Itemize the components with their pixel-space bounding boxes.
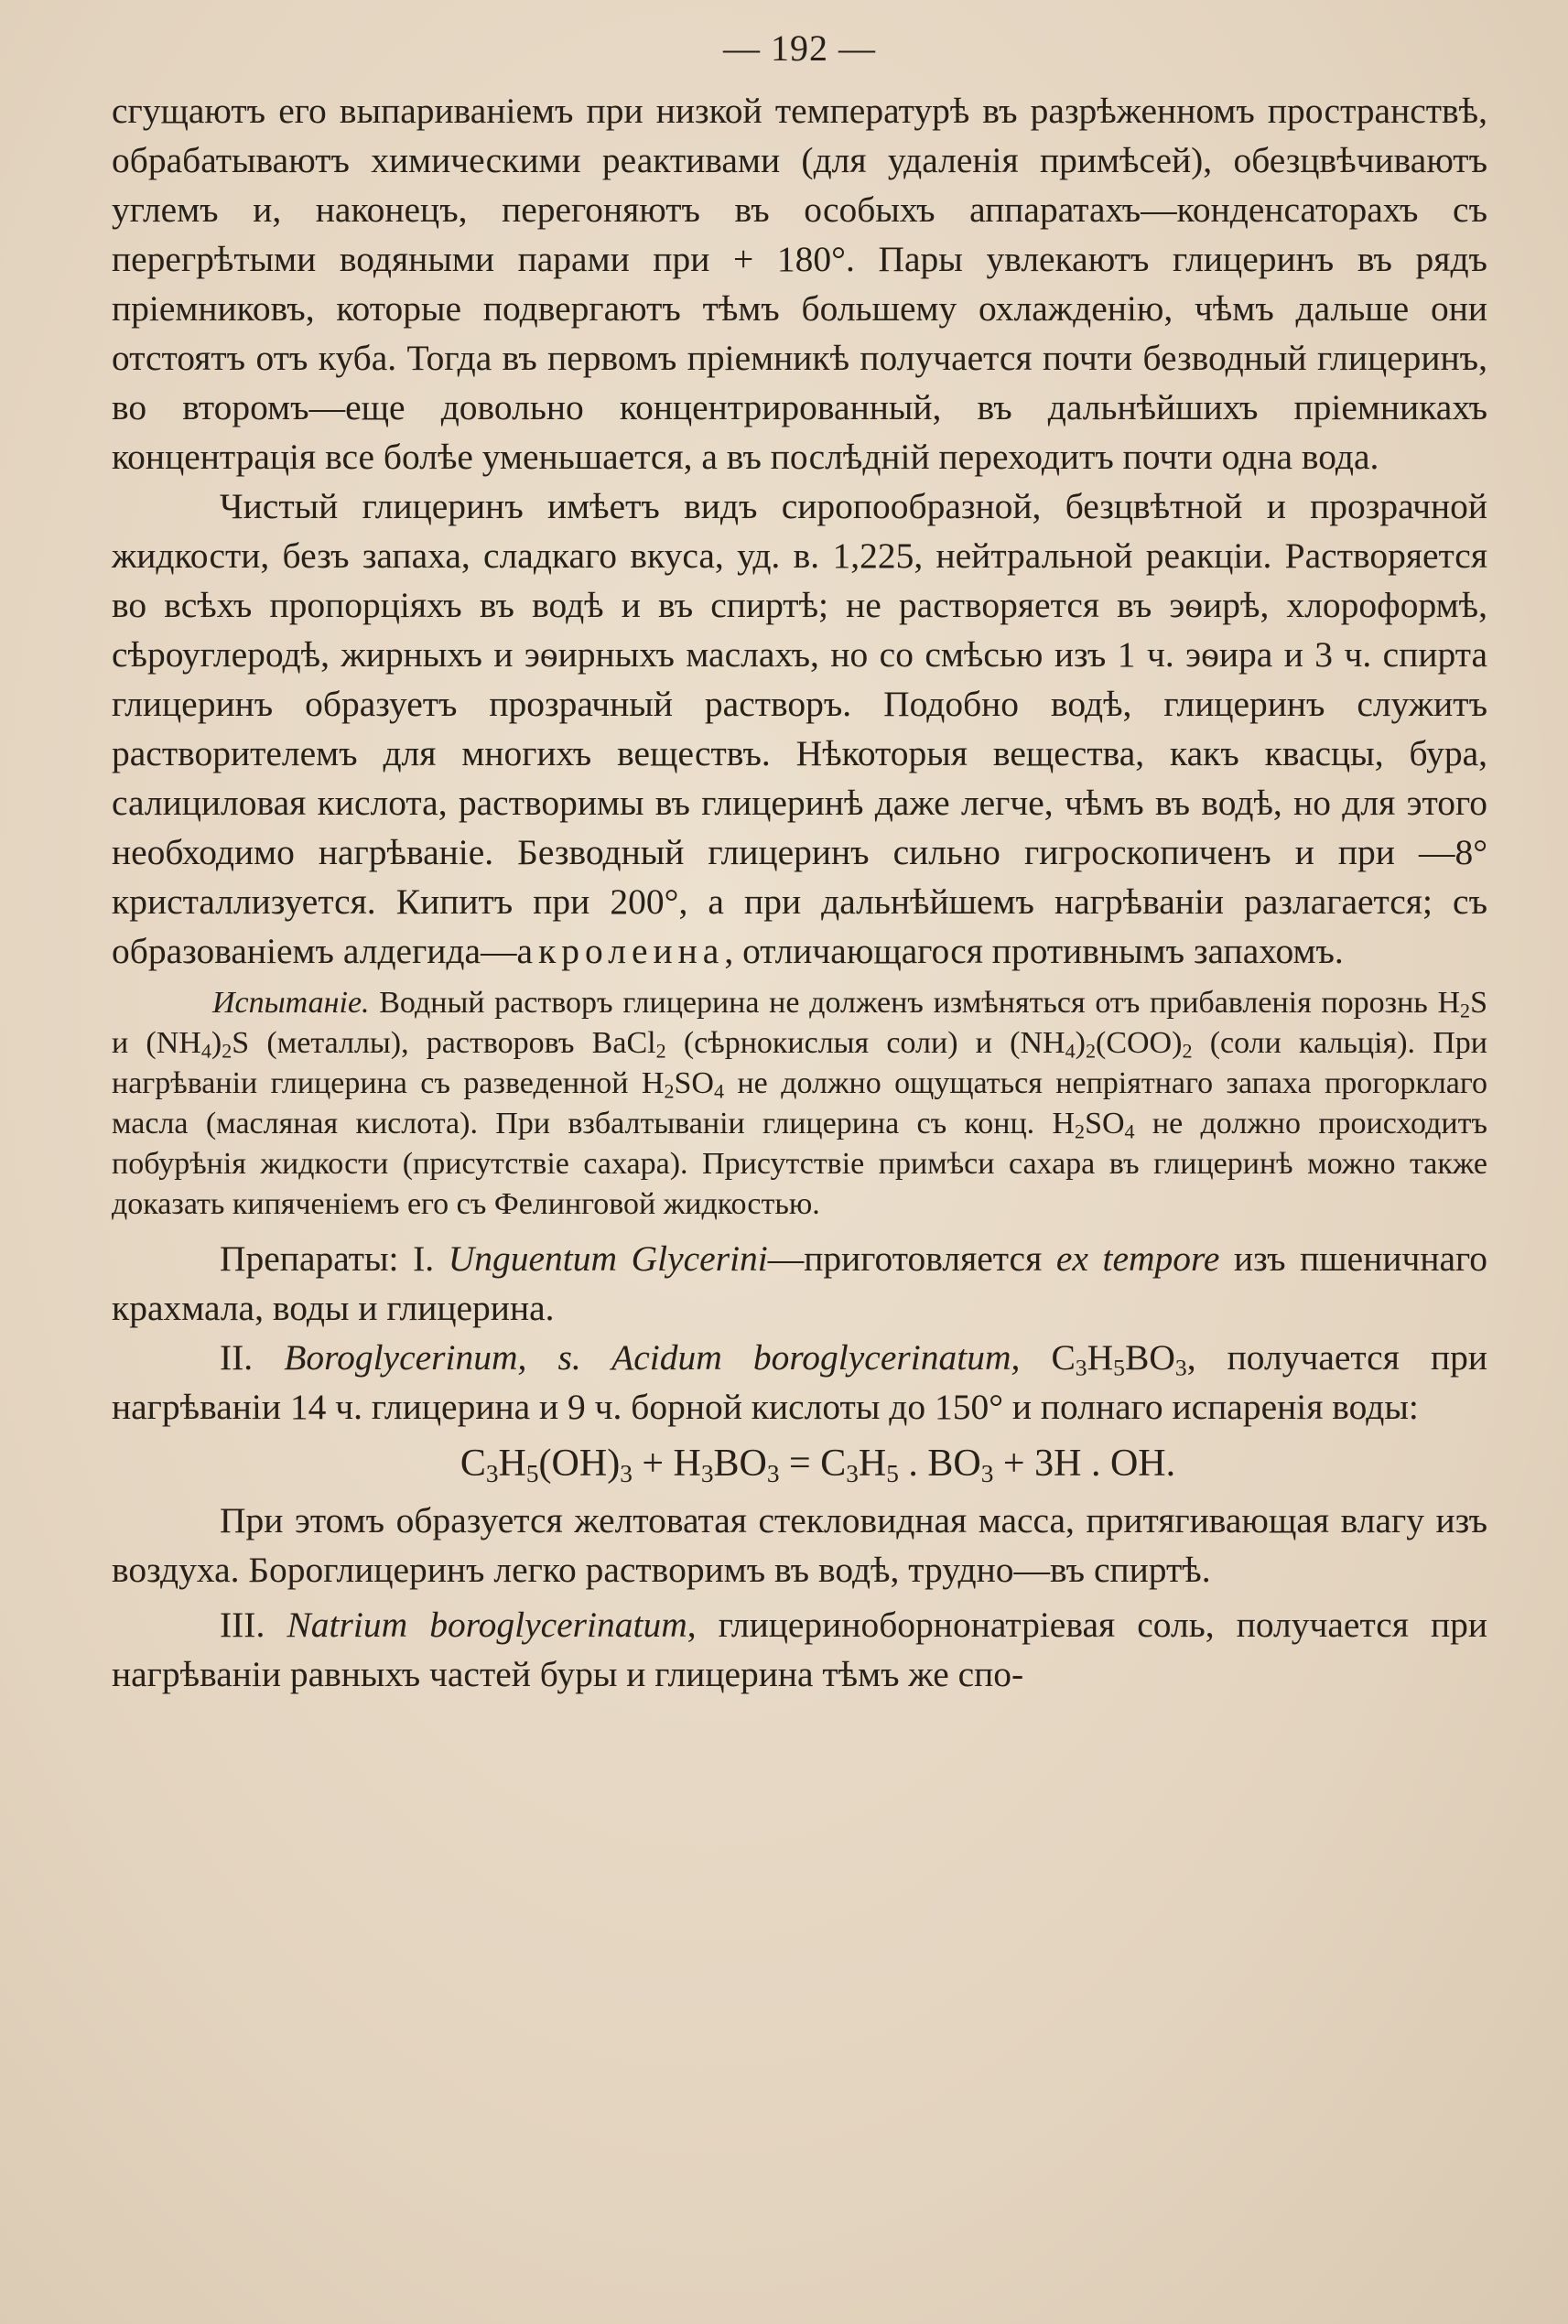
subscript: 2 bbox=[655, 1039, 666, 1063]
subscript: 5 bbox=[525, 1459, 539, 1487]
prep-text: , глицериноборнонатріевая соль, получается при нагрѣваніи равныхъ частей буры и глицерина тѣмъ же спо- bbox=[112, 1605, 1487, 1694]
subscript: 4 bbox=[200, 1039, 211, 1063]
subscript: 2 bbox=[1085, 1039, 1096, 1063]
subscript: 2 bbox=[664, 1079, 675, 1103]
testing-text: Водный растворъ глицерина не долженъ измѣняться отъ прибавленія порознь H bbox=[369, 986, 1461, 1020]
testing-text: не должно ощущаться непріятнаго запаха прогорклаго масла (масляная кислота). При взбалтываніи глицерина съ конц. H bbox=[112, 1066, 1487, 1140]
prep-text: , получается при нагрѣваніи 14 ч. глицерина и 9 ч. борной кислоты до 150° и полнаго испаренія воды: bbox=[112, 1337, 1487, 1427]
formula-part: + H bbox=[632, 1443, 701, 1485]
prep-numeral: III. bbox=[220, 1605, 287, 1645]
paragraph-boroglycerin-props: При этомъ образуется желтоватая стекловидная масса, притягивающая влагу изъ воздуха. Бороглицеринъ легко растворимъ въ водѣ, трудно—въ спиртѣ. bbox=[112, 1500, 1487, 1590]
paragraph-preparation-3 bbox=[112, 1600, 1487, 1699]
formula-part: . BO bbox=[898, 1443, 981, 1485]
formula-part: BO bbox=[1124, 1337, 1175, 1378]
acrolein-term: акролеина bbox=[516, 931, 725, 971]
paragraph-preparation-2 bbox=[112, 1333, 1487, 1432]
subscript: 4 bbox=[1065, 1039, 1076, 1063]
subscript: 4 bbox=[713, 1079, 724, 1103]
page-number: — 192 — bbox=[723, 27, 876, 69]
subscript: 2 bbox=[1182, 1039, 1193, 1063]
subscript: 3 bbox=[485, 1459, 499, 1487]
subscript: 3 bbox=[980, 1459, 994, 1487]
latin-name: Natrium boroglycerinatum bbox=[287, 1605, 687, 1645]
testing-text: (соли кальція). При нагрѣваніи глицерина съ разведенной H bbox=[112, 1026, 1487, 1100]
subscript: 3 bbox=[1075, 1354, 1087, 1381]
subscript: 2 bbox=[222, 1039, 232, 1063]
subscript: 3 bbox=[620, 1459, 633, 1487]
testing-text: (COO) bbox=[1096, 1026, 1183, 1060]
paragraph-preparation-1 bbox=[112, 1234, 1487, 1333]
testing-text: ) bbox=[1075, 1026, 1086, 1060]
subscript: 5 bbox=[1113, 1354, 1125, 1381]
formula-part: = C bbox=[779, 1443, 847, 1485]
subscript: 4 bbox=[1124, 1119, 1135, 1143]
subscript: 3 bbox=[846, 1459, 859, 1487]
subscript: 2 bbox=[1460, 999, 1471, 1022]
pure-glycerin-text: Чистый глицеринъ имѣетъ видъ сиропообразной, безцвѣтной и прозрачной жидкости, безъ запаха, сладкаго вкуса, уд. в. 1,225, нейтральной реакціи. Растворяется во всѣхъ пропорціяхъ въ водѣ и въ спиртѣ; не растворяется въ эѳирѣ, хлороформѣ, сѣроуглеродѣ, жирныхъ и эѳирныхъ маслахъ, но со смѣсью изъ 1 ч. эѳира и 3 ч. спирта глицеринъ образуетъ прозрачный растворъ. Подобно водѣ, глицеринъ служитъ растворителемъ для многихъ веществъ. Нѣкоторыя вещества, какъ квасцы, бура, салициловая кислота, растворимы въ глицеринѣ даже легче, чѣмъ въ водѣ, но для этого необходимо нагрѣваніе. Безводный глицеринъ сильно гигроскопиченъ и при —8° кристаллизуется. Кипитъ при 200°, а при дальнѣйшемъ нагрѣваніи разлагается; съ образованіемъ алдегида— bbox=[112, 486, 1487, 971]
formula-part: (OH) bbox=[538, 1443, 621, 1485]
testing-text: S и (NH bbox=[112, 986, 1487, 1060]
prep-text: изъ пшеничнаго крахмала, воды и глицерина. bbox=[112, 1238, 1487, 1328]
pure-glycerin-text-end: , отличающагося противнымъ запахомъ. bbox=[724, 931, 1344, 971]
testing-title: Испытаніе. bbox=[212, 986, 370, 1020]
paragraph-distillation: сгущаютъ его выпариваніемъ при низкой температурѣ въ разрѣженномъ пространствѣ, обрабатываютъ химическими реактивами (для удаленія примѣсей), обезцвѣчиваютъ углемъ и, наконецъ, перегоняютъ въ особыхъ аппаратахъ—конденсаторахъ съ перегрѣтыми водяными парами при + 180°. Пары увлекаютъ глицеринъ въ рядъ пріемниковъ, которые подвергаютъ тѣмъ большему охлажденію, чѣмъ дальше они отстоятъ отъ куба. Тогда въ первомъ пріемникѣ получается почти безводный глицеринъ, во второмъ—еще довольно концентрированный, въ дальнѣйшихъ пріемникахъ концентрація все болѣе уменьшается, а въ послѣдній переходитъ почти одна вода. bbox=[112, 91, 1487, 477]
latin-name: Unguentum Glycerini bbox=[448, 1238, 768, 1279]
latin-name: Boroglycerinum, s. Acidum boroglycerinatum, bbox=[284, 1337, 1021, 1378]
testing-text: SO bbox=[674, 1066, 714, 1100]
testing-text: не должно происходитъ побурѣнія жидкости (присутствіе сахара). Присутствіе примѣси сахара въ глицеринѣ можно также доказать кипяченіемъ его съ Фелинговой жидкостью. bbox=[112, 1107, 1488, 1221]
formula-part: H bbox=[1087, 1337, 1114, 1378]
testing-text: SO bbox=[1085, 1107, 1125, 1140]
chemical-equation bbox=[112, 1432, 1487, 1496]
formula-part: H bbox=[498, 1443, 526, 1485]
formula-part: BO bbox=[713, 1443, 767, 1485]
formula-part: + 3H . OH. bbox=[993, 1443, 1176, 1485]
subscript: 3 bbox=[700, 1459, 714, 1487]
subscript: 3 bbox=[1174, 1354, 1187, 1381]
subscript: 3 bbox=[766, 1459, 780, 1487]
formula-part: C bbox=[1020, 1337, 1076, 1378]
prep-numeral: II. bbox=[220, 1337, 285, 1378]
prep-text: —приготовляется bbox=[767, 1238, 1056, 1279]
preparations-lead: Препараты: I. bbox=[220, 1238, 449, 1279]
subscript: 5 bbox=[886, 1459, 899, 1487]
testing-text: ) bbox=[211, 1026, 222, 1060]
subscript: 2 bbox=[1075, 1119, 1086, 1143]
formula-part: C bbox=[460, 1443, 486, 1485]
paragraph-testing bbox=[112, 983, 1487, 1225]
testing-text: (сѣрнокислыя соли) и (NH bbox=[665, 1026, 1065, 1060]
testing-text: S (металлы), растворовъ BaCl bbox=[232, 1026, 656, 1060]
latin-phrase: ex tempore bbox=[1055, 1238, 1220, 1279]
formula-part: H bbox=[858, 1443, 887, 1485]
paragraph-pure-glycerin bbox=[112, 481, 1487, 976]
